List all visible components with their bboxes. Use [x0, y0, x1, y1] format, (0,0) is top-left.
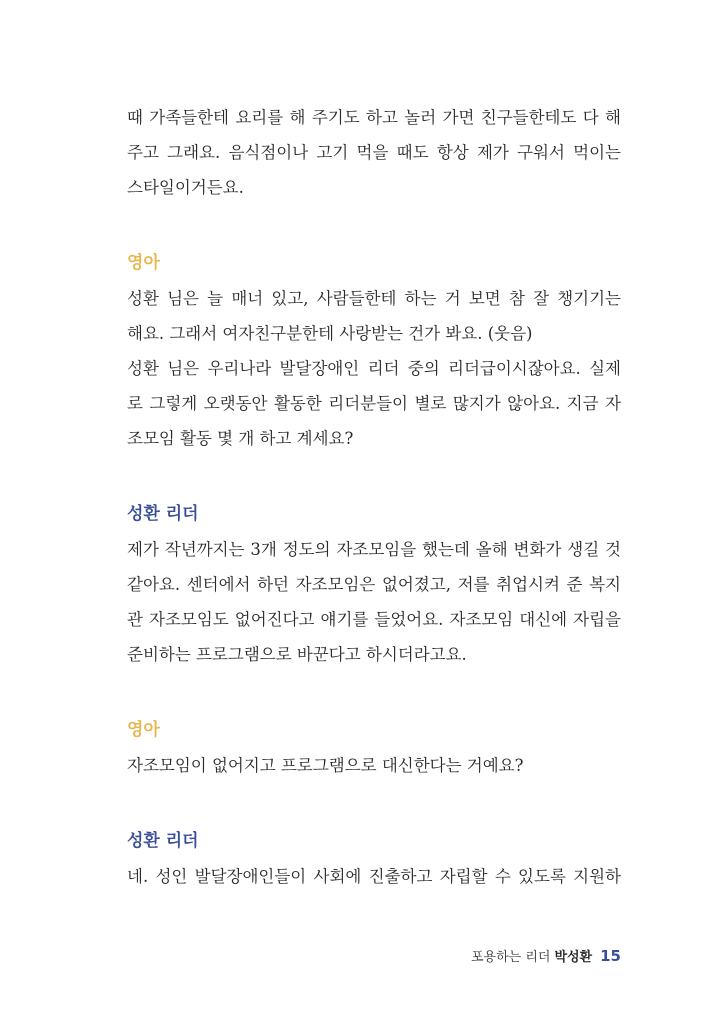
paragraph [127, 100, 621, 205]
text-line: 제가 작년까지는 3개 정도의 자조모임을 했는데 올해 변화가 생길 것 [127, 540, 621, 559]
speaker-label: 성환 리더 [127, 831, 199, 851]
speaker-label: 영아 [127, 253, 160, 273]
text-line: 네. 성인 발달장애인들이 사회에 진출하고 자립할 수 있도록 지원하 [127, 867, 621, 886]
paragraph [127, 859, 621, 894]
text-line: 해요. 그래서 여자친구분한테 사랑받는 건가 봐요. (웃음) [127, 324, 533, 343]
text-line: 자조모임이 없어지고 프로그램으로 대신한다는 거예요? [127, 756, 524, 775]
text-line: 성환 님은 늘 매너 있고, 사람들한테 하는 거 보면 참 잘 챙기기는 [127, 289, 621, 308]
text-line: 주고 그래요. 음식점이나 고기 먹을 때도 항상 제가 구워서 먹이는 [127, 143, 621, 162]
text-line: 때 가족들한테 요리를 해 주기도 하고 놀러 가면 친구들한테도 다 해 [127, 108, 621, 127]
text-line: 준비하는 프로그램으로 바꾼다고 하시더라고요. [127, 645, 467, 664]
text-line: 관 자조모임도 없어진다고 얘기를 들었어요. 자조모임 대신에 자립을 [127, 610, 621, 629]
speaker-label: 영아 [127, 720, 160, 740]
text-line: 같아요. 센터에서 하던 자조모임은 없어졌고, 저를 취업시켜 준 복지 [127, 575, 621, 594]
speaker-label: 성환 리더 [127, 504, 199, 524]
book-title: 포용하는 리더 [470, 950, 551, 965]
paragraph [127, 748, 621, 783]
text-line: 조모임 활동 몇 개 하고 계세요? [127, 429, 354, 448]
author-name: 박성환 [554, 950, 593, 965]
page-body [127, 100, 621, 894]
paragraph [127, 532, 621, 672]
text-line: 성환 님은 우리나라 발달장애인 리더 중의 리더급이시잖아요. 실제 [127, 359, 621, 378]
page-number: 15 [600, 947, 621, 965]
paragraph [127, 281, 621, 456]
page-footer [471, 946, 621, 965]
text-line: 스타일이거든요. [127, 178, 244, 197]
text-line: 로 그렇게 오랫동안 활동한 리더분들이 별로 많지가 않아요. 지금 자 [127, 394, 621, 413]
